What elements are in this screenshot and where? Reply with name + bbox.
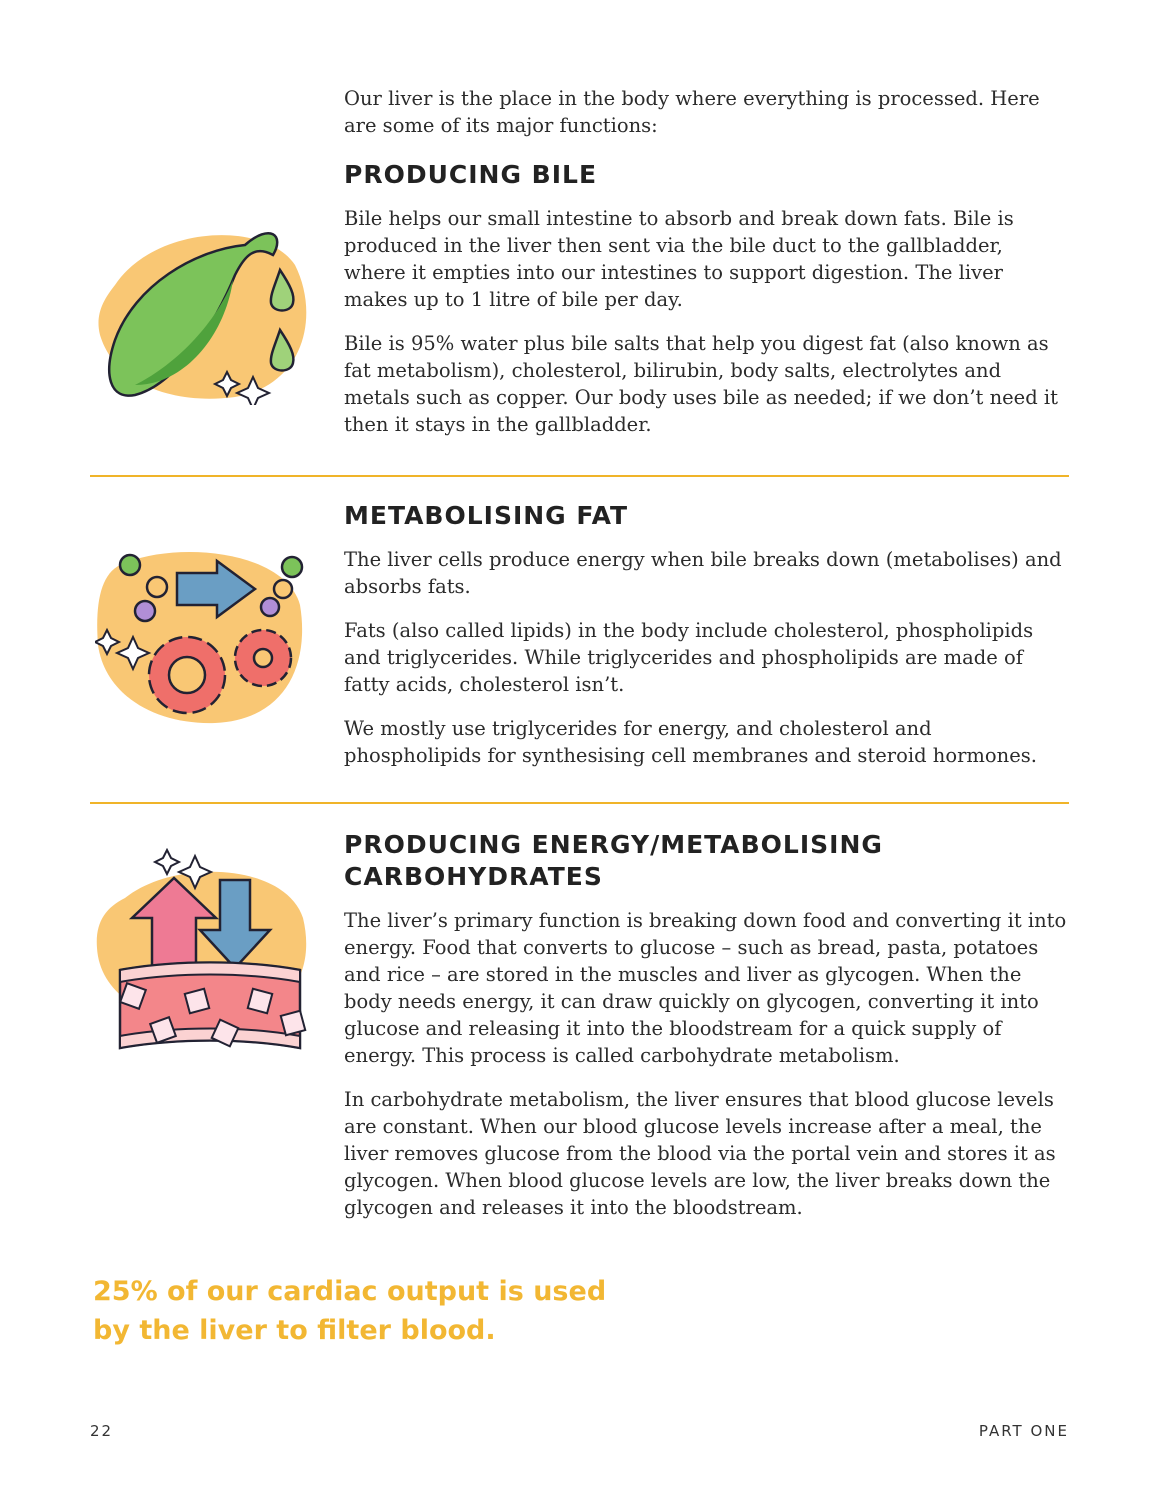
heading-producing-bile: PRODUCING BILE — [344, 160, 598, 189]
paragraph: Fats (also called lipids) in the body include cholesterol, phospholipids and triglycerides. While triglycerides and phospholipids are made of fatty acids, cholesterol isn’t. — [344, 619, 1034, 696]
gallbladder-illustration — [95, 225, 310, 405]
intro-text: Our liver is the place in the body where everything is processed. Here are some of its major functions: — [344, 87, 1040, 137]
divider — [90, 475, 1069, 477]
paragraph: Bile is 95% water plus bile salts that help you digest fat (also known as fat metabolism), cholesterol, bilirubin, body salts, electrolytes and metals such as copper. Our body uses bile as needed; if we don’t need it then it stays in the gallbladder. — [344, 332, 1058, 436]
heading-metabolising-fat: METABOLISING FAT — [344, 501, 629, 530]
heading-producing-energy: PRODUCING ENERGY/METABOLISING CARBOHYDRATES — [344, 830, 883, 891]
paragraph: The liver’s primary function is breaking down food and converting it into energy. Food that converts to glucose – such as bread, pasta, potatoes and rice – are stored in the muscles and liver as glycogen. When the body needs energy, it can draw quickly on glycogen, converting it into glucose and releasing it into the bloodstream for a quick supply of energy. This process is called carbohydrate metabolism. — [344, 909, 1067, 1067]
callout-fact: 25% of our cardiac output is used by the liver to filter blood. — [93, 1276, 607, 1346]
section-fat — [344, 500, 1069, 786]
paragraph: We mostly use triglycerides for energy, and cholesterol and phospholipids for synthesising cell membranes and steroid hormones. — [344, 717, 1037, 767]
paragraph: The liver cells produce energy when bile breaks down (metabolises) and absorbs fats. — [344, 548, 1062, 598]
paragraph: Bile helps our small intestine to absorb and break down fats. Bile is produced in the liver then sent via the bile duct to the gallbladder, where it empties into our intestines to support digestion. The liver makes up to 1 litre of bile per day. — [344, 207, 1014, 311]
divider — [90, 802, 1069, 804]
page-number: 22 — [90, 1422, 114, 1440]
section-bile — [344, 85, 1069, 455]
carbohydrate-illustration — [95, 848, 310, 1063]
paragraph: In carbohydrate metabolism, the liver ensures that blood glucose levels are constant. When our blood glucose levels increase after a meal, the liver removes glucose from the blood via the portal vein and stores it as glycogen. When blood glucose levels are low, the liver breaks down the glycogen and releases it into the bloodstream. — [344, 1088, 1056, 1219]
fat-metabolism-illustration — [95, 545, 310, 730]
part-label: PART ONE — [978, 1422, 1069, 1440]
section-carbohydrates — [344, 829, 1069, 1238]
